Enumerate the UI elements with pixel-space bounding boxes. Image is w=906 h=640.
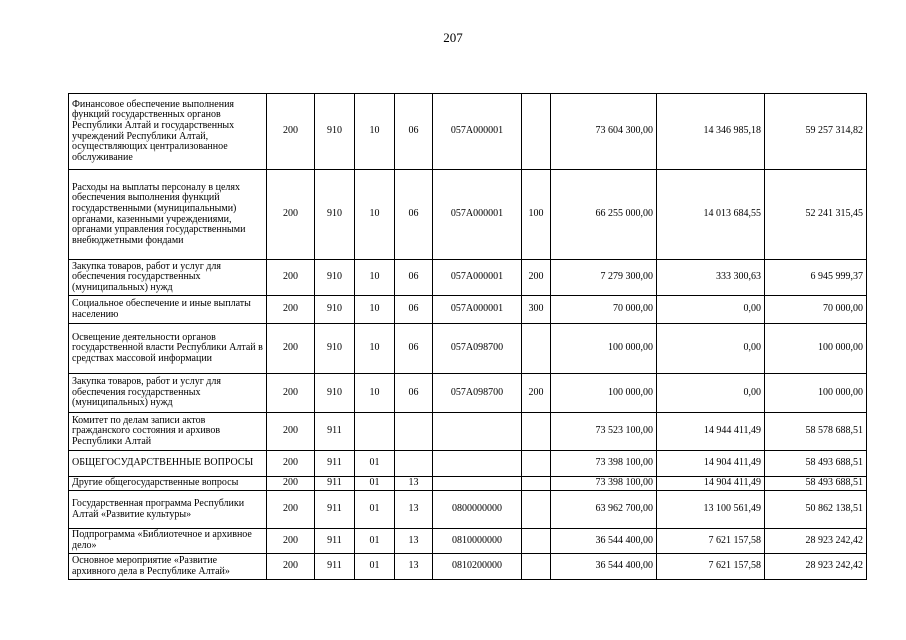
amount-cell: 73 604 300,00 [551, 94, 657, 170]
code-cell: 01 [355, 491, 395, 529]
amount-cell: 14 013 684,55 [657, 170, 765, 260]
amount-cell: 13 100 561,49 [657, 491, 765, 529]
code-cell [433, 451, 522, 477]
amount-cell: 14 944 411,49 [657, 413, 765, 451]
code-cell: 10 [355, 296, 395, 324]
amount-cell: 70 000,00 [765, 296, 867, 324]
code-cell: 200 [267, 491, 315, 529]
code-cell: 06 [395, 170, 433, 260]
row-name: Комитет по делам записи актов гражданского состояния и архивов Республики Алтай [69, 413, 267, 451]
amount-cell: 100 000,00 [551, 374, 657, 413]
row-name: Расходы на выплаты персоналу в целях обеспечения выполнения функций государственными (муниципальными) органами, казенными учреждениями, органами управления государственными внебюджетными фондами [69, 170, 267, 260]
amount-cell: 36 544 400,00 [551, 529, 657, 554]
table-row [69, 413, 867, 451]
code-cell [522, 94, 551, 170]
row-name: Основное мероприятие «Развитие архивного дела в Республике Алтай» [69, 554, 267, 580]
code-cell: 06 [395, 296, 433, 324]
code-cell: 13 [395, 477, 433, 491]
table-row [69, 491, 867, 529]
code-cell: 057A000001 [433, 94, 522, 170]
code-cell: 200 [522, 260, 551, 296]
amount-cell: 0,00 [657, 324, 765, 374]
code-cell: 200 [267, 94, 315, 170]
code-cell: 057A098700 [433, 324, 522, 374]
amount-cell: 63 962 700,00 [551, 491, 657, 529]
table-row [69, 374, 867, 413]
code-cell: 911 [315, 554, 355, 580]
code-cell: 057A000001 [433, 170, 522, 260]
amount-cell: 14 904 411,49 [657, 451, 765, 477]
amount-cell: 58 493 688,51 [765, 451, 867, 477]
code-cell: 911 [315, 477, 355, 491]
code-cell: 01 [355, 529, 395, 554]
code-cell: 057A098700 [433, 374, 522, 413]
code-cell: 06 [395, 324, 433, 374]
table-row [69, 170, 867, 260]
code-cell: 13 [395, 529, 433, 554]
code-cell: 200 [267, 324, 315, 374]
code-cell: 910 [315, 374, 355, 413]
amount-cell: 14 346 985,18 [657, 94, 765, 170]
code-cell: 06 [395, 260, 433, 296]
amount-cell: 0,00 [657, 296, 765, 324]
amount-cell: 50 862 138,51 [765, 491, 867, 529]
code-cell: 10 [355, 260, 395, 296]
code-cell [395, 451, 433, 477]
amount-cell: 73 398 100,00 [551, 451, 657, 477]
code-cell [522, 477, 551, 491]
code-cell: 13 [395, 554, 433, 580]
code-cell: 10 [355, 94, 395, 170]
amount-cell: 14 904 411,49 [657, 477, 765, 491]
amount-cell: 58 493 688,51 [765, 477, 867, 491]
amount-cell: 28 923 242,42 [765, 529, 867, 554]
amount-cell: 28 923 242,42 [765, 554, 867, 580]
row-name: Закупка товаров, работ и услуг для обеспечения государственных (муниципальных) нужд [69, 374, 267, 413]
table-row [69, 94, 867, 170]
code-cell: 911 [315, 413, 355, 451]
amount-cell: 58 578 688,51 [765, 413, 867, 451]
code-cell: 01 [355, 451, 395, 477]
code-cell: 0810200000 [433, 554, 522, 580]
code-cell: 200 [267, 296, 315, 324]
code-cell [433, 413, 522, 451]
code-cell: 01 [355, 554, 395, 580]
code-cell: 200 [267, 529, 315, 554]
code-cell: 200 [267, 477, 315, 491]
budget-table [68, 93, 867, 580]
code-cell [522, 413, 551, 451]
amount-cell: 36 544 400,00 [551, 554, 657, 580]
code-cell: 200 [267, 413, 315, 451]
code-cell: 06 [395, 94, 433, 170]
amount-cell: 333 300,63 [657, 260, 765, 296]
code-cell: 200 [267, 374, 315, 413]
amount-cell: 100 000,00 [765, 324, 867, 374]
amount-cell: 7 621 157,58 [657, 529, 765, 554]
code-cell: 910 [315, 260, 355, 296]
amount-cell: 6 945 999,37 [765, 260, 867, 296]
code-cell: 10 [355, 324, 395, 374]
code-cell [433, 477, 522, 491]
row-name: Финансовое обеспечение выполнения функций государственных органов Республики Алтай и государственных учреждений Республики Алтай, осуществляющих централизованное обслуживание [69, 94, 267, 170]
amount-cell: 73 398 100,00 [551, 477, 657, 491]
code-cell: 200 [267, 451, 315, 477]
code-cell: 100 [522, 170, 551, 260]
table-row [69, 260, 867, 296]
row-name: Освещение деятельности органов государственной власти Республики Алтай в средствах массовой информации [69, 324, 267, 374]
row-name: Закупка товаров, работ и услуг для обеспечения государственных (муниципальных) нужд [69, 260, 267, 296]
code-cell: 911 [315, 451, 355, 477]
code-cell: 910 [315, 94, 355, 170]
code-cell: 200 [267, 260, 315, 296]
row-name: Другие общегосударственные вопросы [69, 477, 267, 491]
code-cell: 057A000001 [433, 296, 522, 324]
amount-cell: 7 621 157,58 [657, 554, 765, 580]
code-cell: 910 [315, 296, 355, 324]
code-cell: 0810000000 [433, 529, 522, 554]
amount-cell: 73 523 100,00 [551, 413, 657, 451]
amount-cell: 7 279 300,00 [551, 260, 657, 296]
table-row [69, 554, 867, 580]
table-row [69, 529, 867, 554]
table-row [69, 451, 867, 477]
code-cell [522, 554, 551, 580]
code-cell [355, 413, 395, 451]
amount-cell: 0,00 [657, 374, 765, 413]
code-cell: 01 [355, 477, 395, 491]
code-cell: 057A000001 [433, 260, 522, 296]
amount-cell: 100 000,00 [551, 324, 657, 374]
code-cell: 10 [355, 170, 395, 260]
table-row [69, 477, 867, 491]
code-cell [522, 324, 551, 374]
amount-cell: 100 000,00 [765, 374, 867, 413]
table-row [69, 296, 867, 324]
code-cell: 911 [315, 529, 355, 554]
code-cell: 06 [395, 374, 433, 413]
row-name: Подпрограмма «Библиотечное и архивное дело» [69, 529, 267, 554]
amount-cell: 66 255 000,00 [551, 170, 657, 260]
table-row [69, 324, 867, 374]
row-name: Государственная программа Республики Алтай «Развитие культуры» [69, 491, 267, 529]
amount-cell: 52 241 315,45 [765, 170, 867, 260]
code-cell: 910 [315, 324, 355, 374]
amount-cell: 70 000,00 [551, 296, 657, 324]
code-cell: 10 [355, 374, 395, 413]
page-number: 207 [443, 30, 463, 45]
code-cell: 13 [395, 491, 433, 529]
code-cell: 200 [522, 374, 551, 413]
code-cell: 910 [315, 170, 355, 260]
code-cell: 200 [267, 554, 315, 580]
row-name: Социальное обеспечение и иные выплаты населению [69, 296, 267, 324]
code-cell: 0800000000 [433, 491, 522, 529]
code-cell [522, 491, 551, 529]
amount-cell: 59 257 314,82 [765, 94, 867, 170]
code-cell [395, 413, 433, 451]
code-cell: 200 [267, 170, 315, 260]
code-cell [522, 529, 551, 554]
code-cell: 300 [522, 296, 551, 324]
code-cell [522, 451, 551, 477]
row-name: ОБЩЕГОСУДАРСТВЕННЫЕ ВОПРОСЫ [69, 451, 267, 477]
code-cell: 911 [315, 491, 355, 529]
